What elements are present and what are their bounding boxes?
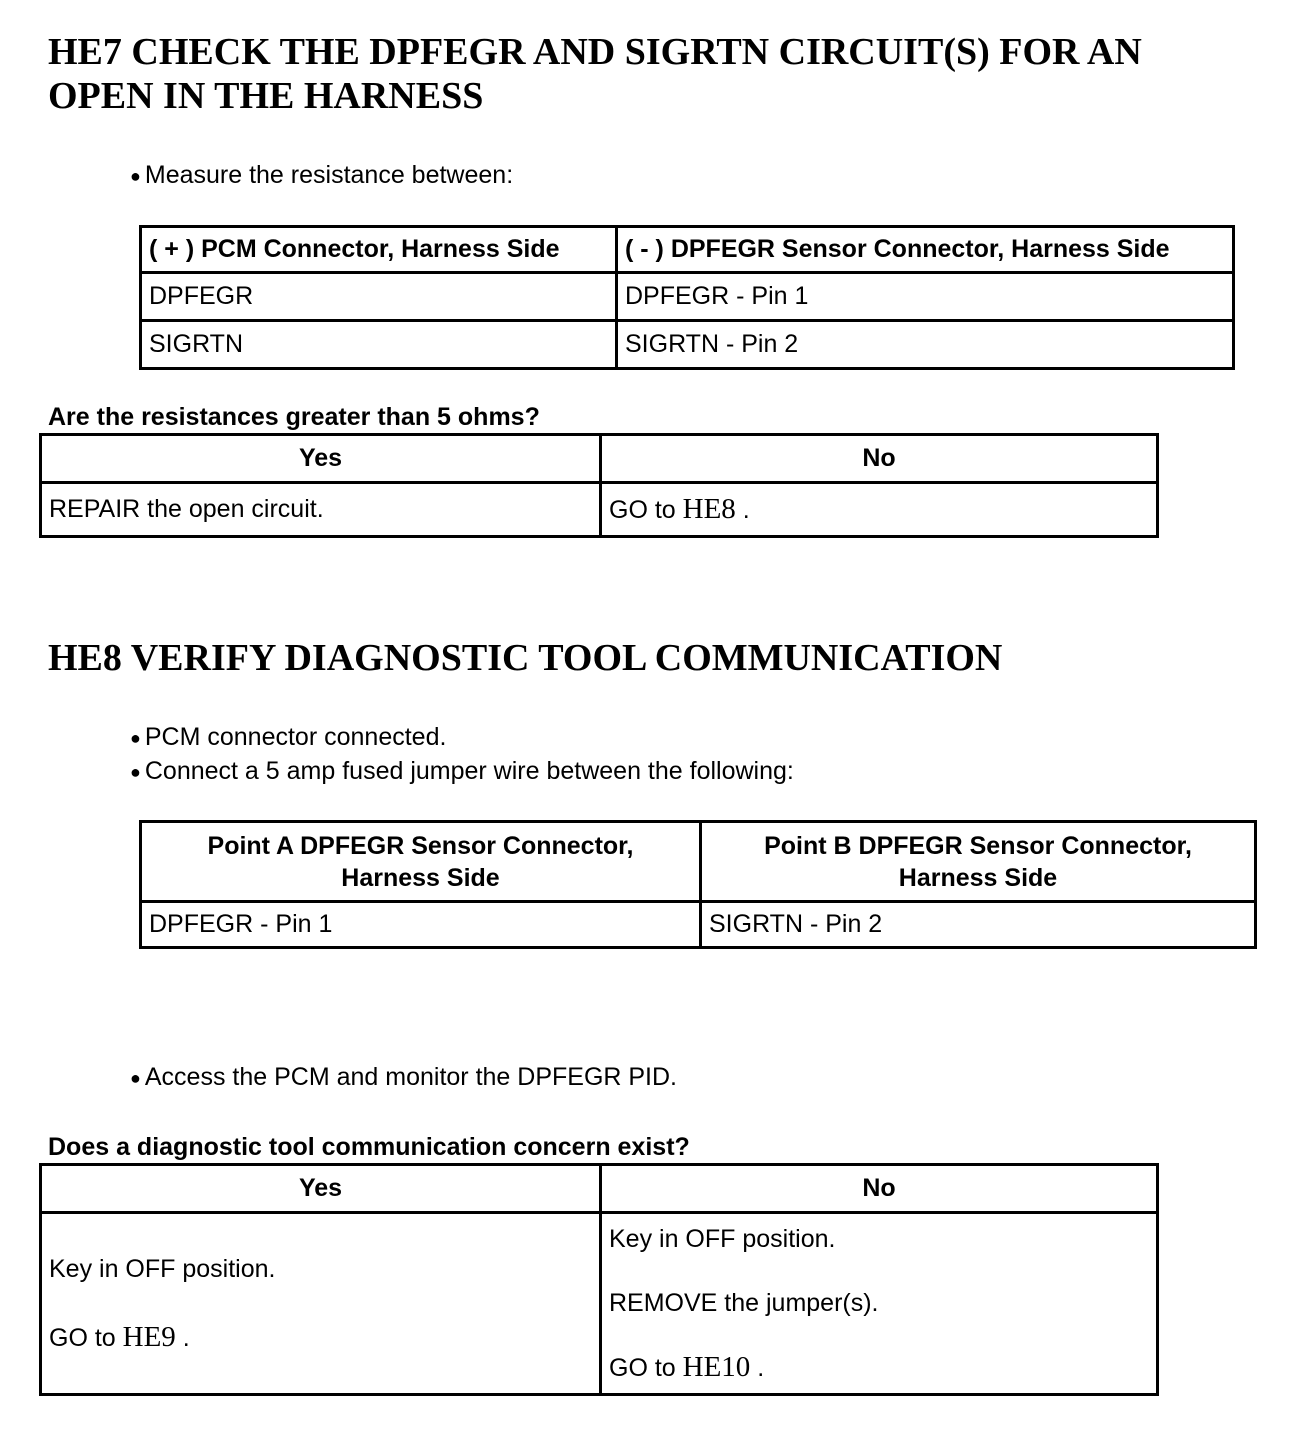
he8-heading: HE8 VERIFY DIAGNOSTIC TOOL COMMUNICATION [48,637,1003,679]
he8-bullet-2-text: Connect a 5 amp fused jumper wire between the following: [144,757,794,785]
yes-go [49,1322,592,1353]
he8-bullet-1 [130,722,446,753]
yes-header: Yes [41,1165,601,1213]
bullet-icon: ● [130,1068,141,1089]
no-line1: Key in OFF position. [609,1225,836,1253]
table-cell: DPFEGR - Pin 1 [617,273,1234,321]
yes-go-suffix: . [175,1324,190,1352]
goto-he8-link[interactable]: HE8 [682,493,736,525]
he8-bullet-3 [130,1062,677,1093]
he8-bullet-1-text: PCM connector connected. [144,723,447,751]
bullet-icon: ● [130,166,141,187]
he8-bullet-2 [130,756,794,787]
he8-answer-table [39,1163,1159,1396]
no-header: No [601,435,1158,483]
no-go-prefix: GO to [609,496,683,524]
he7-question: Are the resistances greater than 5 ohms? [48,403,540,431]
bullet-icon: ● [130,762,141,783]
no-go [609,1352,1149,1383]
table-row [141,273,1234,321]
he8-jumper-table [139,820,1257,949]
no-cell [601,483,1158,537]
yes-cell: REPAIR the open circuit. [41,483,601,537]
table-row [141,321,1234,369]
goto-he10-link[interactable]: HE10 [682,1351,751,1383]
yes-header: Yes [41,435,601,483]
table-header: ( + ) PCM Connector, Harness Side [141,227,617,273]
no-go-suffix: . [750,1354,765,1382]
point-a-header-line1: Point A DPFEGR Sensor Connector, [207,831,634,860]
goto-he9-link[interactable]: HE9 [122,1321,176,1353]
no-line2: REMOVE the jumper(s). [609,1289,879,1317]
table-cell: SIGRTN - Pin 2 [701,902,1256,948]
no-go-prefix: GO to [609,1354,683,1382]
point-b-header [701,822,1256,902]
table-cell: DPFEGR - Pin 1 [141,902,701,948]
he7-heading-line1: HE7 CHECK THE DPFEGR AND SIGRTN CIRCUIT(S) FOR AN [48,31,1142,73]
yes-go-prefix: GO to [49,1324,123,1352]
he8-question: Does a diagnostic tool communication concern exist? [48,1133,690,1161]
no-cell [601,1213,1158,1395]
he7-bullet [130,160,513,191]
he7-heading-line2: OPEN IN THE HARNESS [48,75,484,117]
he7-bullet-text: Measure the resistance between: [144,161,514,189]
table-row [141,902,1256,948]
he7-heading [48,30,1142,118]
point-a-header-line2: Harness Side [341,863,500,892]
no-header: No [601,1165,1158,1213]
point-b-header-line1: Point B DPFEGR Sensor Connector, [764,831,1192,860]
he8-bullet-3-text: Access the PCM and monitor the DPFEGR PID. [144,1063,678,1091]
he7-answer-table [39,433,1159,538]
table-cell: DPFEGR [141,273,617,321]
yes-cell [41,1213,601,1395]
table-cell: SIGRTN - Pin 2 [617,321,1234,369]
he7-resistance-table [139,225,1235,370]
point-a-header [141,822,701,902]
yes-line1: Key in OFF position. [49,1255,276,1283]
point-b-header-line2: Harness Side [898,863,1058,892]
bullet-icon: ● [130,728,141,749]
table-header: ( - ) DPFEGR Sensor Connector, Harness Side [617,227,1234,273]
table-cell: SIGRTN [141,321,617,369]
no-go-suffix: . [735,496,750,524]
